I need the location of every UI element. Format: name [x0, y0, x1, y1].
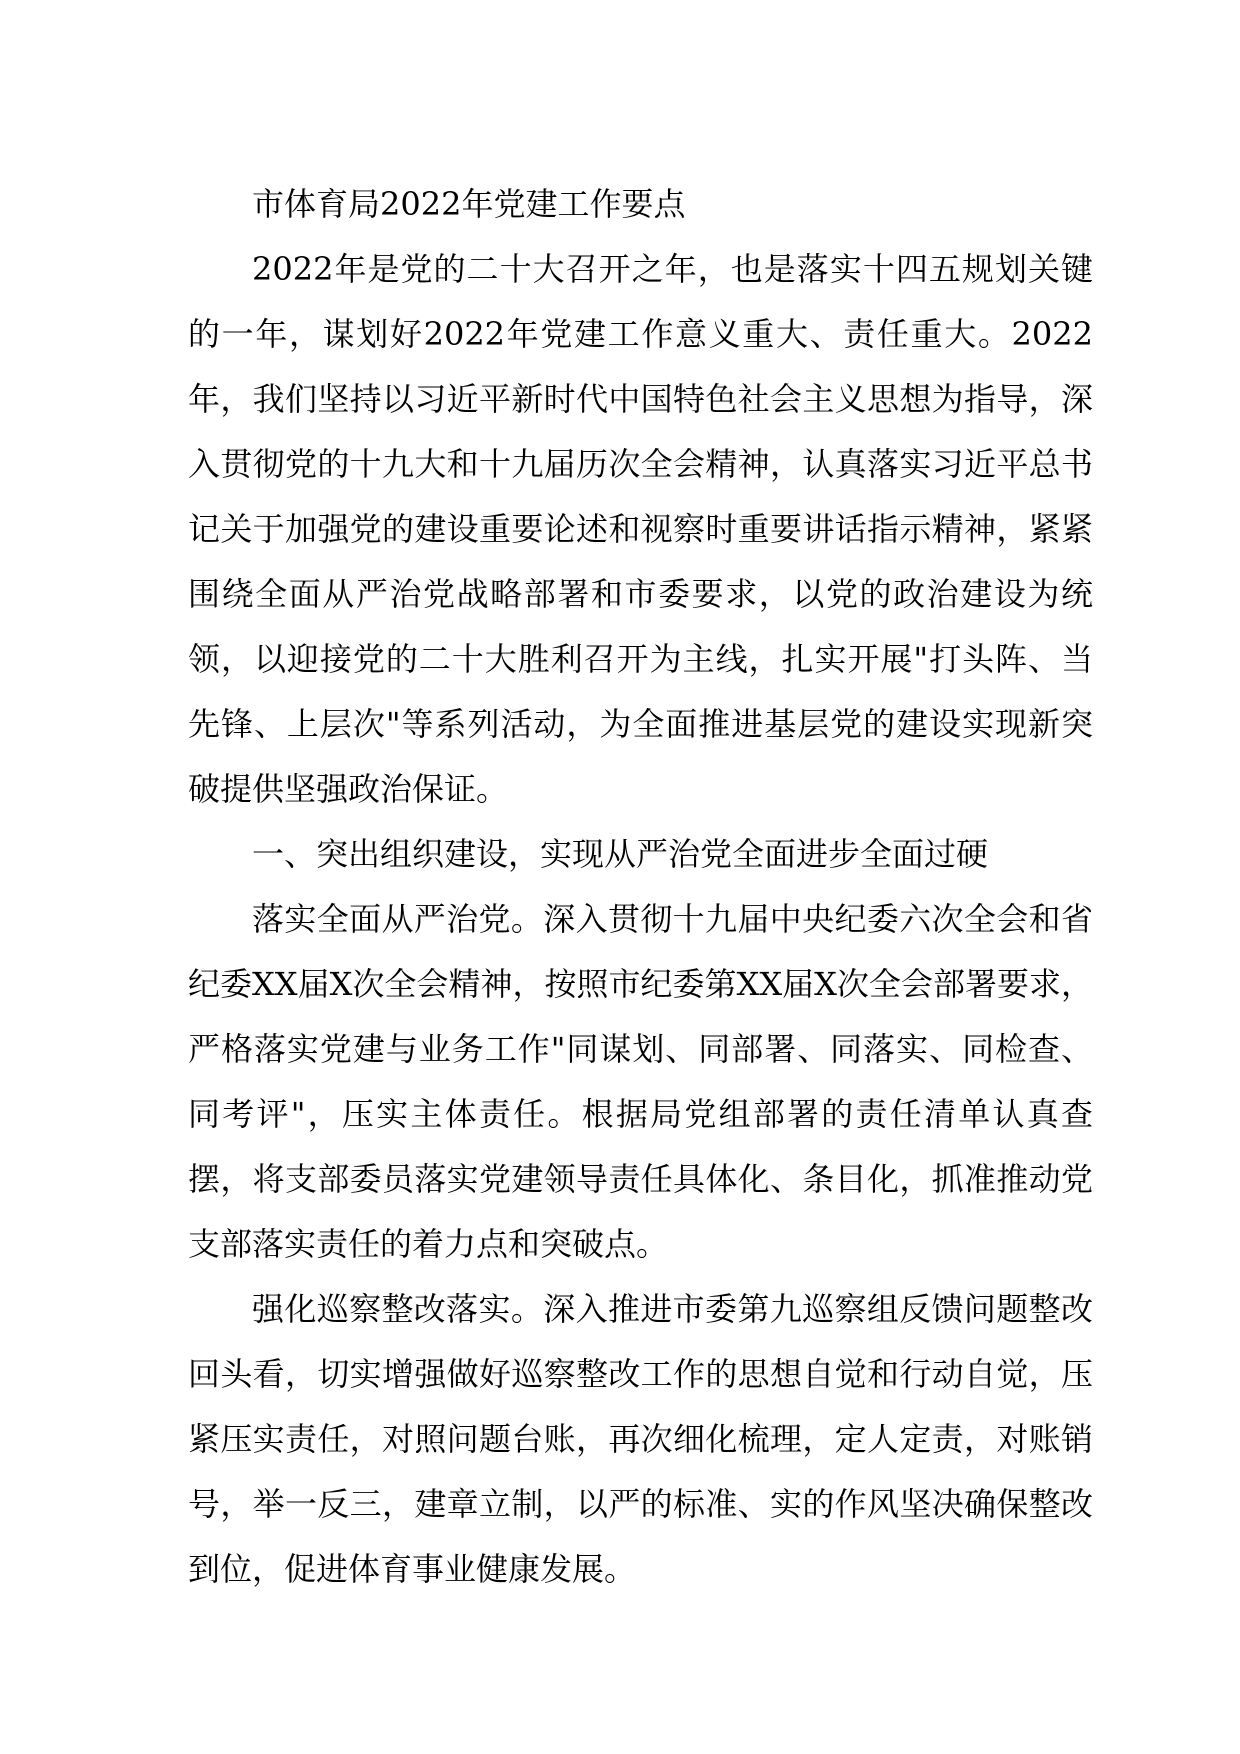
document-title: 市体育局2022年党建工作要点: [252, 185, 686, 223]
paragraph-inspection-rectification: 强化巡察整改落实。深入推进市委第九巡察组反馈问题整改回头看，切实增强做好巡察整改工作的思想自觉和行动自觉，压紧压实责任，对照问题台账，再次细化梳理，定人定责，对账销号，举一反三，建章立制，以严的标准、实的作风坚决确保整改到位，促进体育事业健康发展。: [188, 1290, 1093, 1588]
section-heading-1: 一、突出组织建设，实现从严治党全面进步全面过硬: [252, 835, 989, 873]
paragraph-intro: 2022年是党的二十大召开之年，也是落实十四五规划关键的一年，谋划好2022年党建工作意义重大、责任重大。2022年，我们坚持以习近平新时代中国特色社会主义思想为指导，深入贯彻党的十九大和十九届历次全会精神，认真落实习近平总书记关于加强党的建设重要论述和视察时重要讲话指示精神，紧紧围绕全面从严治党战略部署和市委要求，以党的政治建设为统领，以迎接党的二十大胜利召开为主线，扎实开展"打头阵、当先锋、上层次"等系列活动，为全面推进基层党的建设实现新突破提供坚强政治保证。: [188, 250, 1093, 808]
paragraph-party-discipline: 落实全面从严治党。深入贯彻十九届中央纪委六次全会和省纪委XX届X次全会精神，按照市纪委第XX届X次全会部署要求，严格落实党建与业务工作"同谋划、同部署、同落实、同检查、同考评"，压实主体责任。根据局党组部署的责任清单认真查摆，将支部委员落实党建领导责任具体化、条目化，抓准推动党支部落实责任的着力点和突破点。: [188, 900, 1093, 1263]
document-body: [188, 172, 1093, 1602]
